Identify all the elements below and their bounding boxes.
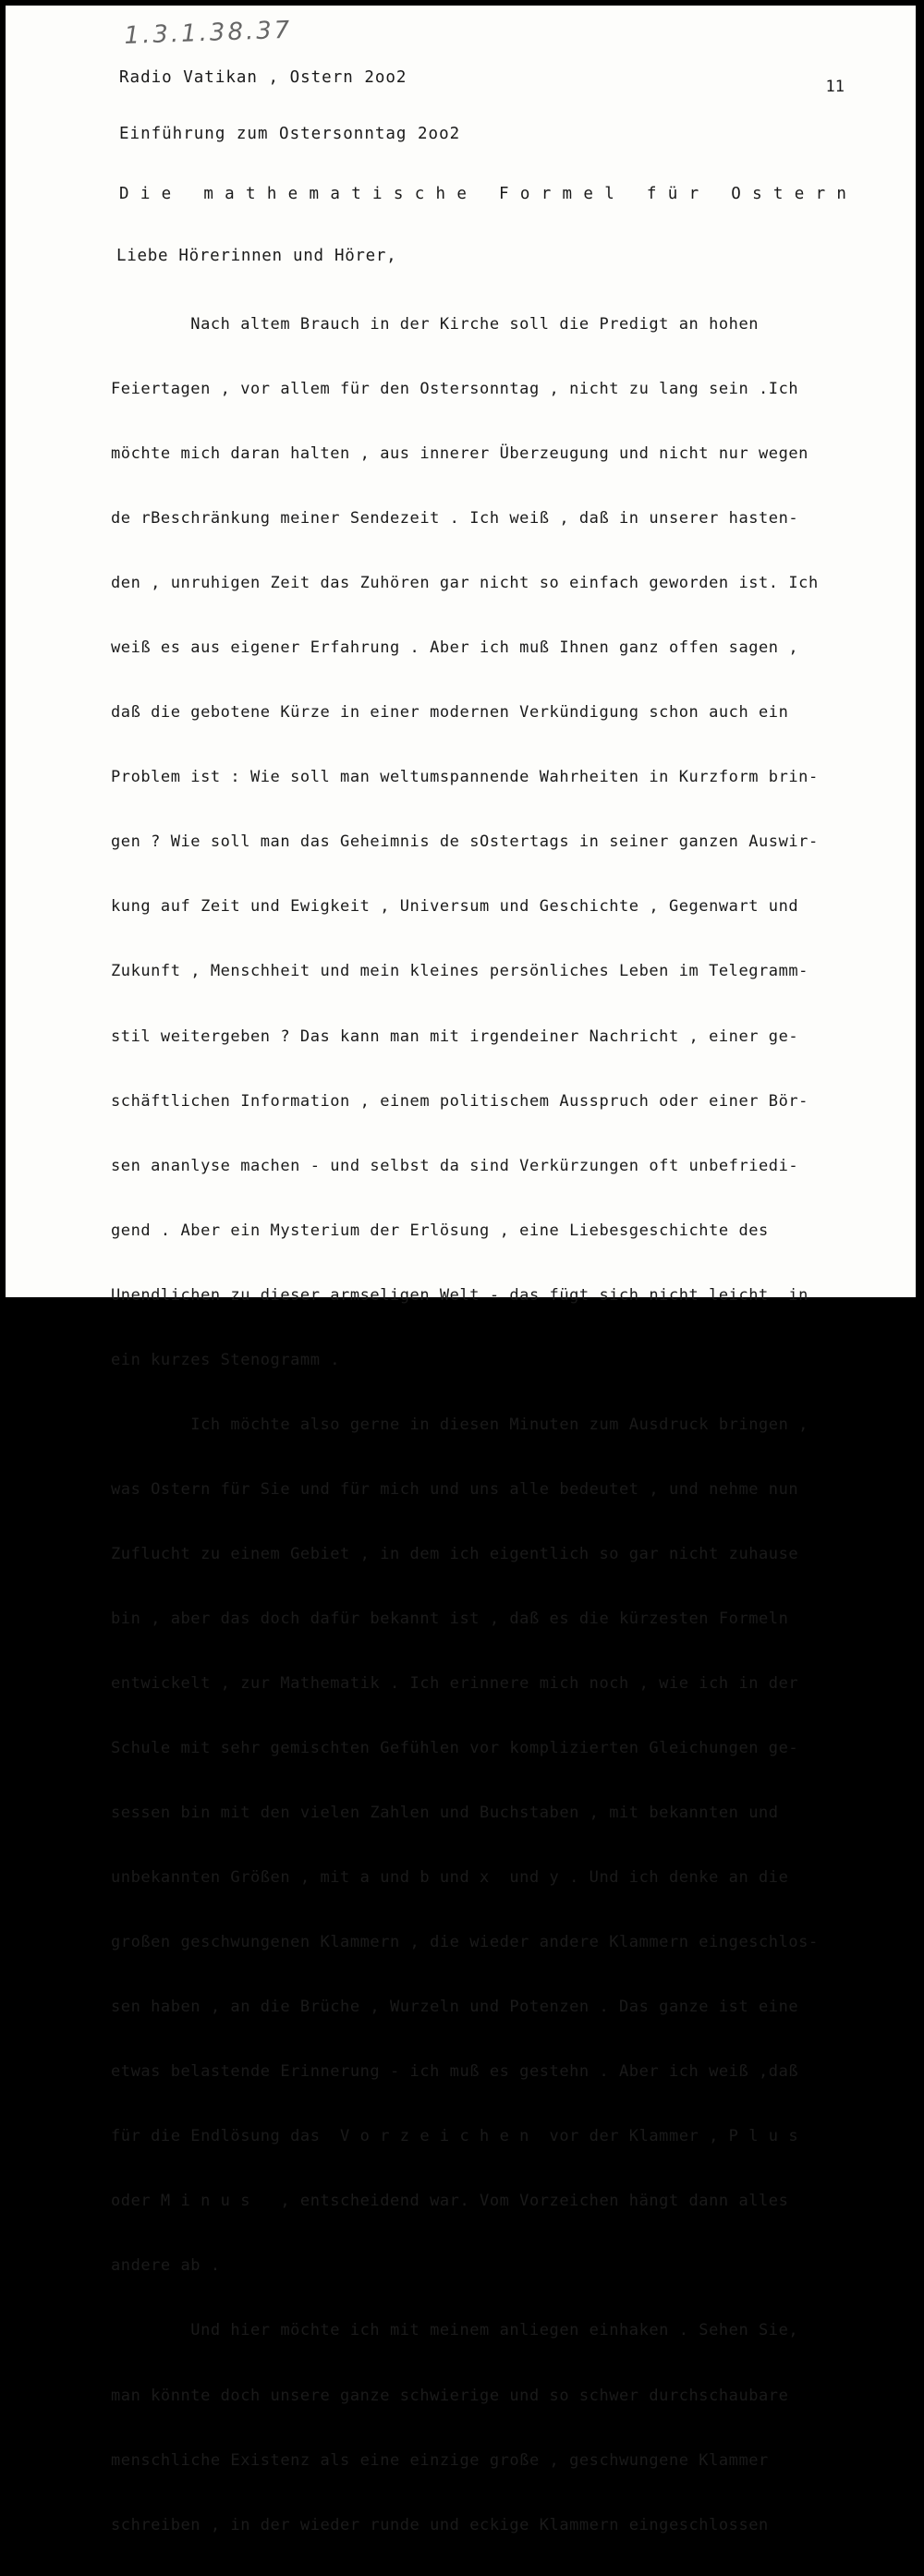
page-number: 11	[825, 78, 845, 96]
text-line: für die Endlösung das V o r z e i c h e n vor der Klammer , P l u s	[111, 2127, 799, 2146]
text-line: Ich möchte also gerne in diesen Minuten zum Ausdruck bringen ,	[111, 1415, 808, 1434]
document-subtitle: Einführung zum Ostersonntag 2oo2	[119, 125, 461, 143]
text-line: was Ostern für Sie und für mich und uns alle bedeutet , und nehme nun	[111, 1479, 799, 1499]
text-line: bin , aber das doch dafür bekannt ist , daß es die kürzesten Formeln	[111, 1609, 789, 1628]
body-text	[111, 273, 906, 2576]
text-line: menschliche Existenz als eine einzige große , geschwungene Klammer	[111, 2450, 769, 2470]
text-line: sessen bin mit den vielen Zahlen und Buchstaben , mit bekannten und	[111, 1804, 779, 1823]
text-line: sen haben , an die Brüche , Wurzeln und Potenzen . Das ganze ist eine	[111, 1998, 799, 2017]
text-line: Schule mit sehr gemischten Gefühlen vor komplizierten Gleichungen ge-	[111, 1739, 799, 1758]
document-title: Die mathematische Formel für Ostern	[119, 185, 858, 203]
header-source: Radio Vatikan , Ostern 2oo2	[119, 68, 407, 87]
text-line: stil weitergeben ? Das kann man mit irgendeiner Nachricht , einer ge-	[111, 1027, 799, 1046]
text-line: unbekannten Größen , mit a und b und x und y . Und ich denke an die	[111, 1868, 789, 1888]
text-line: ein kurzes Stenogramm .	[111, 1350, 341, 1369]
text-line: kung auf Zeit und Ewigkeit , Universum und Geschichte , Gegenwart und	[111, 897, 799, 917]
text-line: entwickelt , zur Mathematik . Ich erinnere mich noch , wie ich in der	[111, 1673, 799, 1693]
text-line: möchte mich daran halten , aus innerer Überzeugung und nicht nur wegen	[111, 444, 808, 464]
text-line: schreiben , in der wieder runde und eckige Klammern eingeschlossen	[111, 2515, 769, 2534]
text-line: andere ab .	[111, 2256, 221, 2276]
handwritten-archive-number: 1.3.1.38.37	[124, 16, 293, 50]
text-line: Und hier möchte ich mit meinem anliegen einhaken . Sehen Sie,	[111, 2321, 799, 2340]
text-line: de rBeschränkung meiner Sendezeit . Ich weiß , daß in unserer hasten-	[111, 509, 799, 529]
text-line: Unendlichen zu dieser armseligen Welt - das fügt sich nicht leicht in	[111, 1285, 808, 1305]
text-line: sen ananlyse machen - und selbst da sind Verkürzungen oft unbefriedi-	[111, 1156, 799, 1175]
text-line: den , unruhigen Zeit das Zuhören gar nicht so einfach geworden ist. Ich	[111, 574, 819, 593]
text-line: etwas belastende Erinnerung - ich muß es gestehn . Aber ich weiß ,daß	[111, 2062, 799, 2082]
text-line: schäftlichen Information , einem politischem Ausspruch oder einer Bör-	[111, 1091, 808, 1111]
text-line: gend . Aber ein Mysterium der Erlösung , eine Liebesgeschichte des	[111, 1221, 769, 1240]
text-line: oder M i n u s , entscheidend war. Vom Vorzeichen hängt dann alles	[111, 2192, 789, 2211]
text-line: Zuflucht zu einem Gebiet , in dem ich eigentlich so gar nicht zuhause	[111, 1544, 799, 1563]
text-line: Nach altem Brauch in der Kirche soll die Predigt an hohen	[111, 315, 760, 334]
text-line: daß die gebotene Kürze in einer modernen Verkündigung schon auch ein	[111, 703, 789, 723]
text-line: Feiertagen , vor allem für den Ostersonntag , nicht zu lang sein .Ich	[111, 380, 799, 399]
text-line: gen ? Wie soll man das Geheimnis de sOstertags in seiner ganzen Auswir-	[111, 832, 819, 852]
text-line: Problem ist : Wie soll man weltumspannende Wahrheiten in Kurzform brin-	[111, 768, 819, 787]
text-line: großen geschwungenen Klammern , die wieder andere Klammern eingeschlos-	[111, 1933, 819, 1952]
text-line: weiß es aus eigener Erfahrung . Aber ich muß Ihnen ganz offen sagen ,	[111, 638, 799, 658]
document-page	[6, 6, 916, 2534]
greeting: Liebe Hörerinnen und Hörer,	[116, 247, 397, 265]
text-line: man könnte doch unsere ganze schwierige und so schwer durchschaubare	[111, 2386, 789, 2405]
text-line: Zukunft , Menschheit und mein kleines persönliches Leben im Telegramm-	[111, 962, 808, 981]
